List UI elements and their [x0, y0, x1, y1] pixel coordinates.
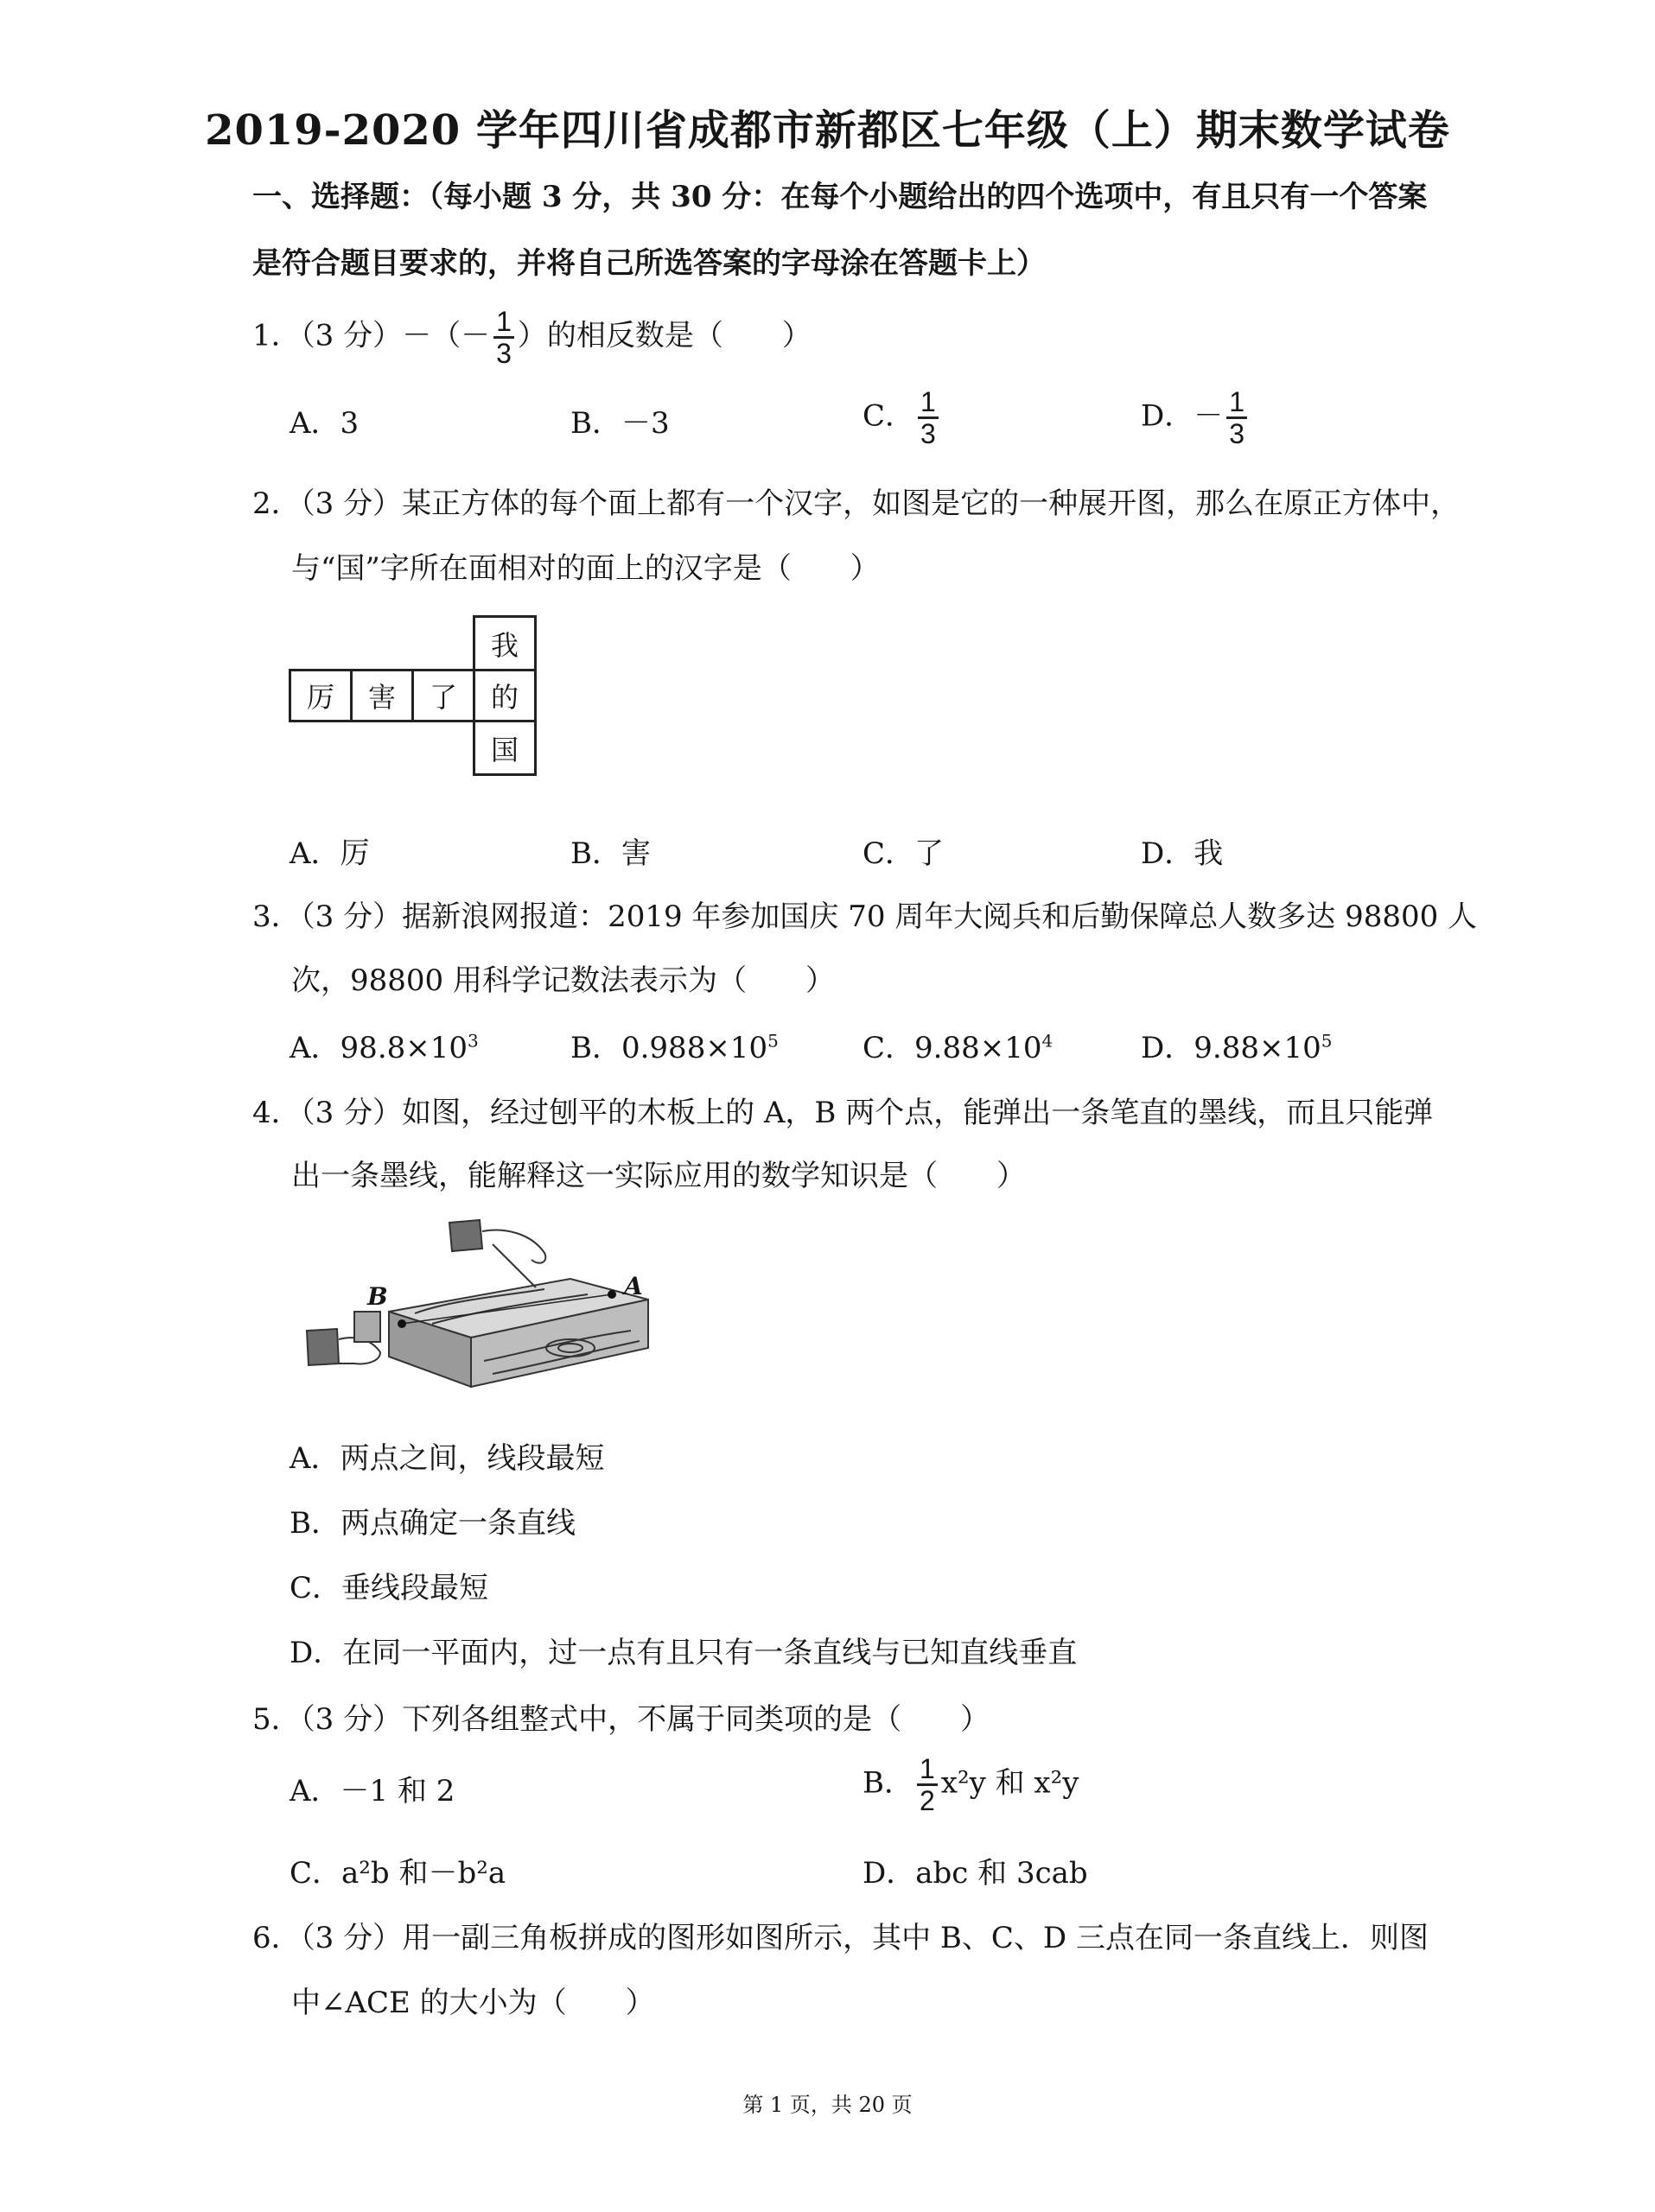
q3-option-b: B．$0.988\times 10^5$	[570, 1030, 779, 1065]
question-2-line2: 与“国”字所在面相对的面上的汉字是（ ）	[291, 551, 880, 586]
cube-net-figure	[289, 615, 539, 788]
question-6-line2: 中∠ACE 的大小为（ ）	[291, 1986, 655, 2020]
q5-option-d: D．abc 和 3cab	[863, 1856, 1088, 1891]
q1-prefix: 1．（3 分）－（－	[252, 318, 491, 353]
q3-option-a: A．$98.8\times 10^3$	[290, 1030, 479, 1065]
q2-option-a: A．厉	[290, 836, 370, 871]
q5-option-c: C．a²b 和－b²a	[290, 1856, 506, 1891]
section-heading-line2: 是符合题目要求的，并将自己所选答案的字母涂在答题卡上）	[252, 246, 1046, 281]
q4-option-c: C．垂线段最短	[290, 1571, 489, 1605]
point-a-label: A	[624, 1272, 643, 1300]
section-heading-line1: 一、选择题：（每小题 3 分，共 30 分：在每个小题给出的四个选项中，有且只有一个答案	[252, 180, 1428, 214]
q1-option-d: D．－ $\frac{1}{3}$	[1141, 387, 1251, 448]
question-4-line2: 出一条墨线，能解释这一实际应用的数学知识是（ ）	[291, 1159, 1026, 1193]
q4-option-b: B．两点确定一条直线	[290, 1506, 576, 1541]
q2-option-b: B．害	[570, 836, 651, 871]
net-cell-1: 厉	[289, 669, 353, 722]
q4-option-d: D．在同一平面内，过一点有且只有一条直线与已知直线垂直	[290, 1636, 1078, 1670]
q5-option-b: B． $\frac{1}{2}$ x²y 和 x²y	[863, 1753, 1079, 1816]
q5-option-a: A．－1 和 2	[290, 1774, 455, 1808]
net-cell-2: 害	[350, 669, 414, 722]
q1-option-a: A．3	[290, 406, 360, 441]
question-5: 5．（3 分）下列各组整式中，不属于同类项的是（ ）	[252, 1702, 990, 1737]
net-cell-3: 了	[411, 669, 475, 722]
page-footer: 第 1 页，共 20 页	[742, 2093, 913, 2117]
net-cell-4: 的	[473, 669, 537, 722]
net-cell-top: 我	[473, 615, 537, 671]
question-4-line1: 4．（3 分）如图，经过刨平的木板上的 A，B 两个点，能弹出一条笔直的墨线，而且只能弹	[252, 1096, 1434, 1130]
question-1	[252, 307, 812, 368]
question-2-line1: 2．（3 分）某正方体的每个面上都有一个汉字，如图是它的一种展开图，那么在原正方体中，	[252, 486, 1461, 521]
q1-suffix: ）的相反数是（ ）	[517, 318, 812, 353]
q1-option-b: B．－3	[570, 406, 670, 441]
net-cell-bottom: 国	[473, 720, 537, 776]
q1-option-c: C． $\frac{1}{3}$	[863, 387, 942, 448]
question-3-line1: 3．（3 分）据新浪网报道：2019 年参加国庆 70 周年大阅兵和后勤保障总人数多达 98800 人	[252, 899, 1478, 934]
page-title: 2019-2020 学年四川省成都市新都区七年级（上）期末数学试卷	[205, 106, 1450, 155]
q3-option-d: D．$9.88\times 10^5$	[1141, 1030, 1333, 1065]
q2-option-c: C．了	[863, 836, 945, 871]
q2-option-d: D．我	[1141, 836, 1224, 871]
question-6-line1: 6．（3 分）用一副三角板拼成的图形如图所示，其中 B、C、D 三点在同一条直线上．则图	[252, 1921, 1429, 1955]
point-b-label: B	[367, 1282, 388, 1311]
q4-option-a: A．两点之间，线段最短	[290, 1441, 605, 1476]
q1-fraction: $\frac{1}{3}$	[493, 307, 514, 368]
question-3-line2: 次，98800 用科学记数法表示为（ ）	[291, 963, 835, 998]
wooden-board-figure	[285, 1210, 665, 1408]
q3-option-c: C．$9.88\times 10^4$	[863, 1030, 1053, 1065]
